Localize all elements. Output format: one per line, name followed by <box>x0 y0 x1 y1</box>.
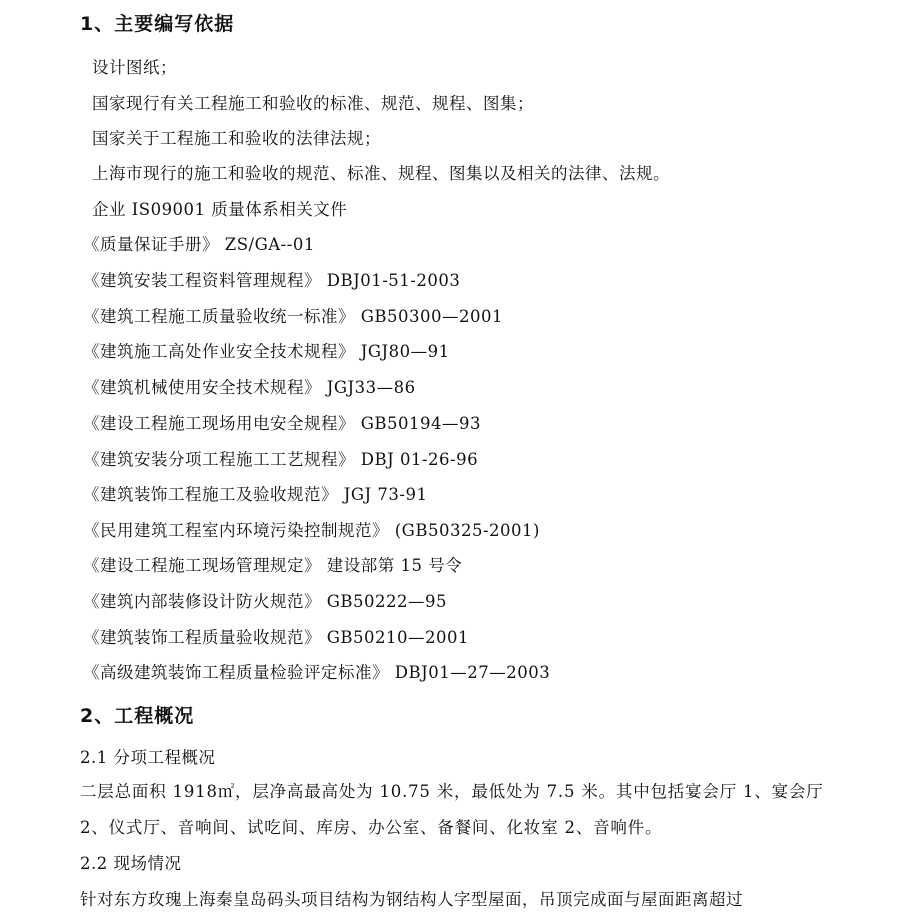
basis-item: 国家现行有关工程施工和验收的标准、规范、规程、图集； <box>92 94 534 113</box>
standard-item: 《建筑装饰工程施工及验收规范》 JGJ 73-91 <box>83 485 428 504</box>
subsection-2-1-text: 二层总面积 1918㎡，层净高最高处为 10.75 米，最低处为 7.5 米。其中包括宴会厅 1、宴会厅 2、仪式厅、音响间、试吃间、库房、办公室、备餐间、化妆室 2、音响件。 <box>80 782 824 837</box>
standard-item: 《建筑安装工程资料管理规程》 DBJ01-51-2003 <box>83 271 461 290</box>
standard-item: 《建筑装饰工程质量验收规范》 GB50210—2001 <box>83 628 470 647</box>
standard-item: 《质量保证手册》 ZS/GA--01 <box>83 235 315 254</box>
section-2-heading: 2、工程概况 <box>80 705 195 727</box>
standard-item: 《建筑机械使用安全技术规程》 JGJ33—86 <box>83 378 416 397</box>
basis-item: 企业 IS09001 质量体系相关文件 <box>92 200 348 219</box>
standard-item: 《民用建筑工程室内环境污染控制规范》 (GB50325-2001) <box>83 521 540 540</box>
standard-item: 《高级建筑装饰工程质量检验评定标准》 DBJ01—27—2003 <box>83 663 551 682</box>
subsection-2-2-text: 针对东方玫瑰上海秦皇岛码头项目结构为钢结构人字型屋面，吊顶完成面与屋面距离超过 <box>80 890 743 909</box>
subsection-2-2-title: 2.2 现场情况 <box>80 854 182 873</box>
standard-item: 《建设工程施工现场用电安全规程》 GB50194—93 <box>83 414 482 433</box>
basis-item: 上海市现行的施工和验收的规范、标准、规程、图集以及相关的法律、法规。 <box>92 164 670 183</box>
standard-item: 《建筑内部装修设计防火规范》 GB50222—95 <box>83 592 448 611</box>
standard-item: 《建设工程施工现场管理规定》 建设部第 15 号令 <box>83 556 463 575</box>
subsection-2-1-title: 2.1 分项工程概况 <box>80 748 216 767</box>
section-1-heading: 1、主要编写依据 <box>80 13 235 35</box>
basis-item: 设计图纸； <box>92 58 177 77</box>
standard-item: 《建筑施工高处作业安全技术规程》 JGJ80—91 <box>83 342 450 361</box>
standard-item: 《建筑工程施工质量验收统一标准》 GB50300—2001 <box>83 307 504 326</box>
basis-item: 国家关于工程施工和验收的法律法规； <box>92 129 381 148</box>
standard-item: 《建筑安装分项工程施工工艺规程》 DBJ 01-26-96 <box>83 450 479 469</box>
